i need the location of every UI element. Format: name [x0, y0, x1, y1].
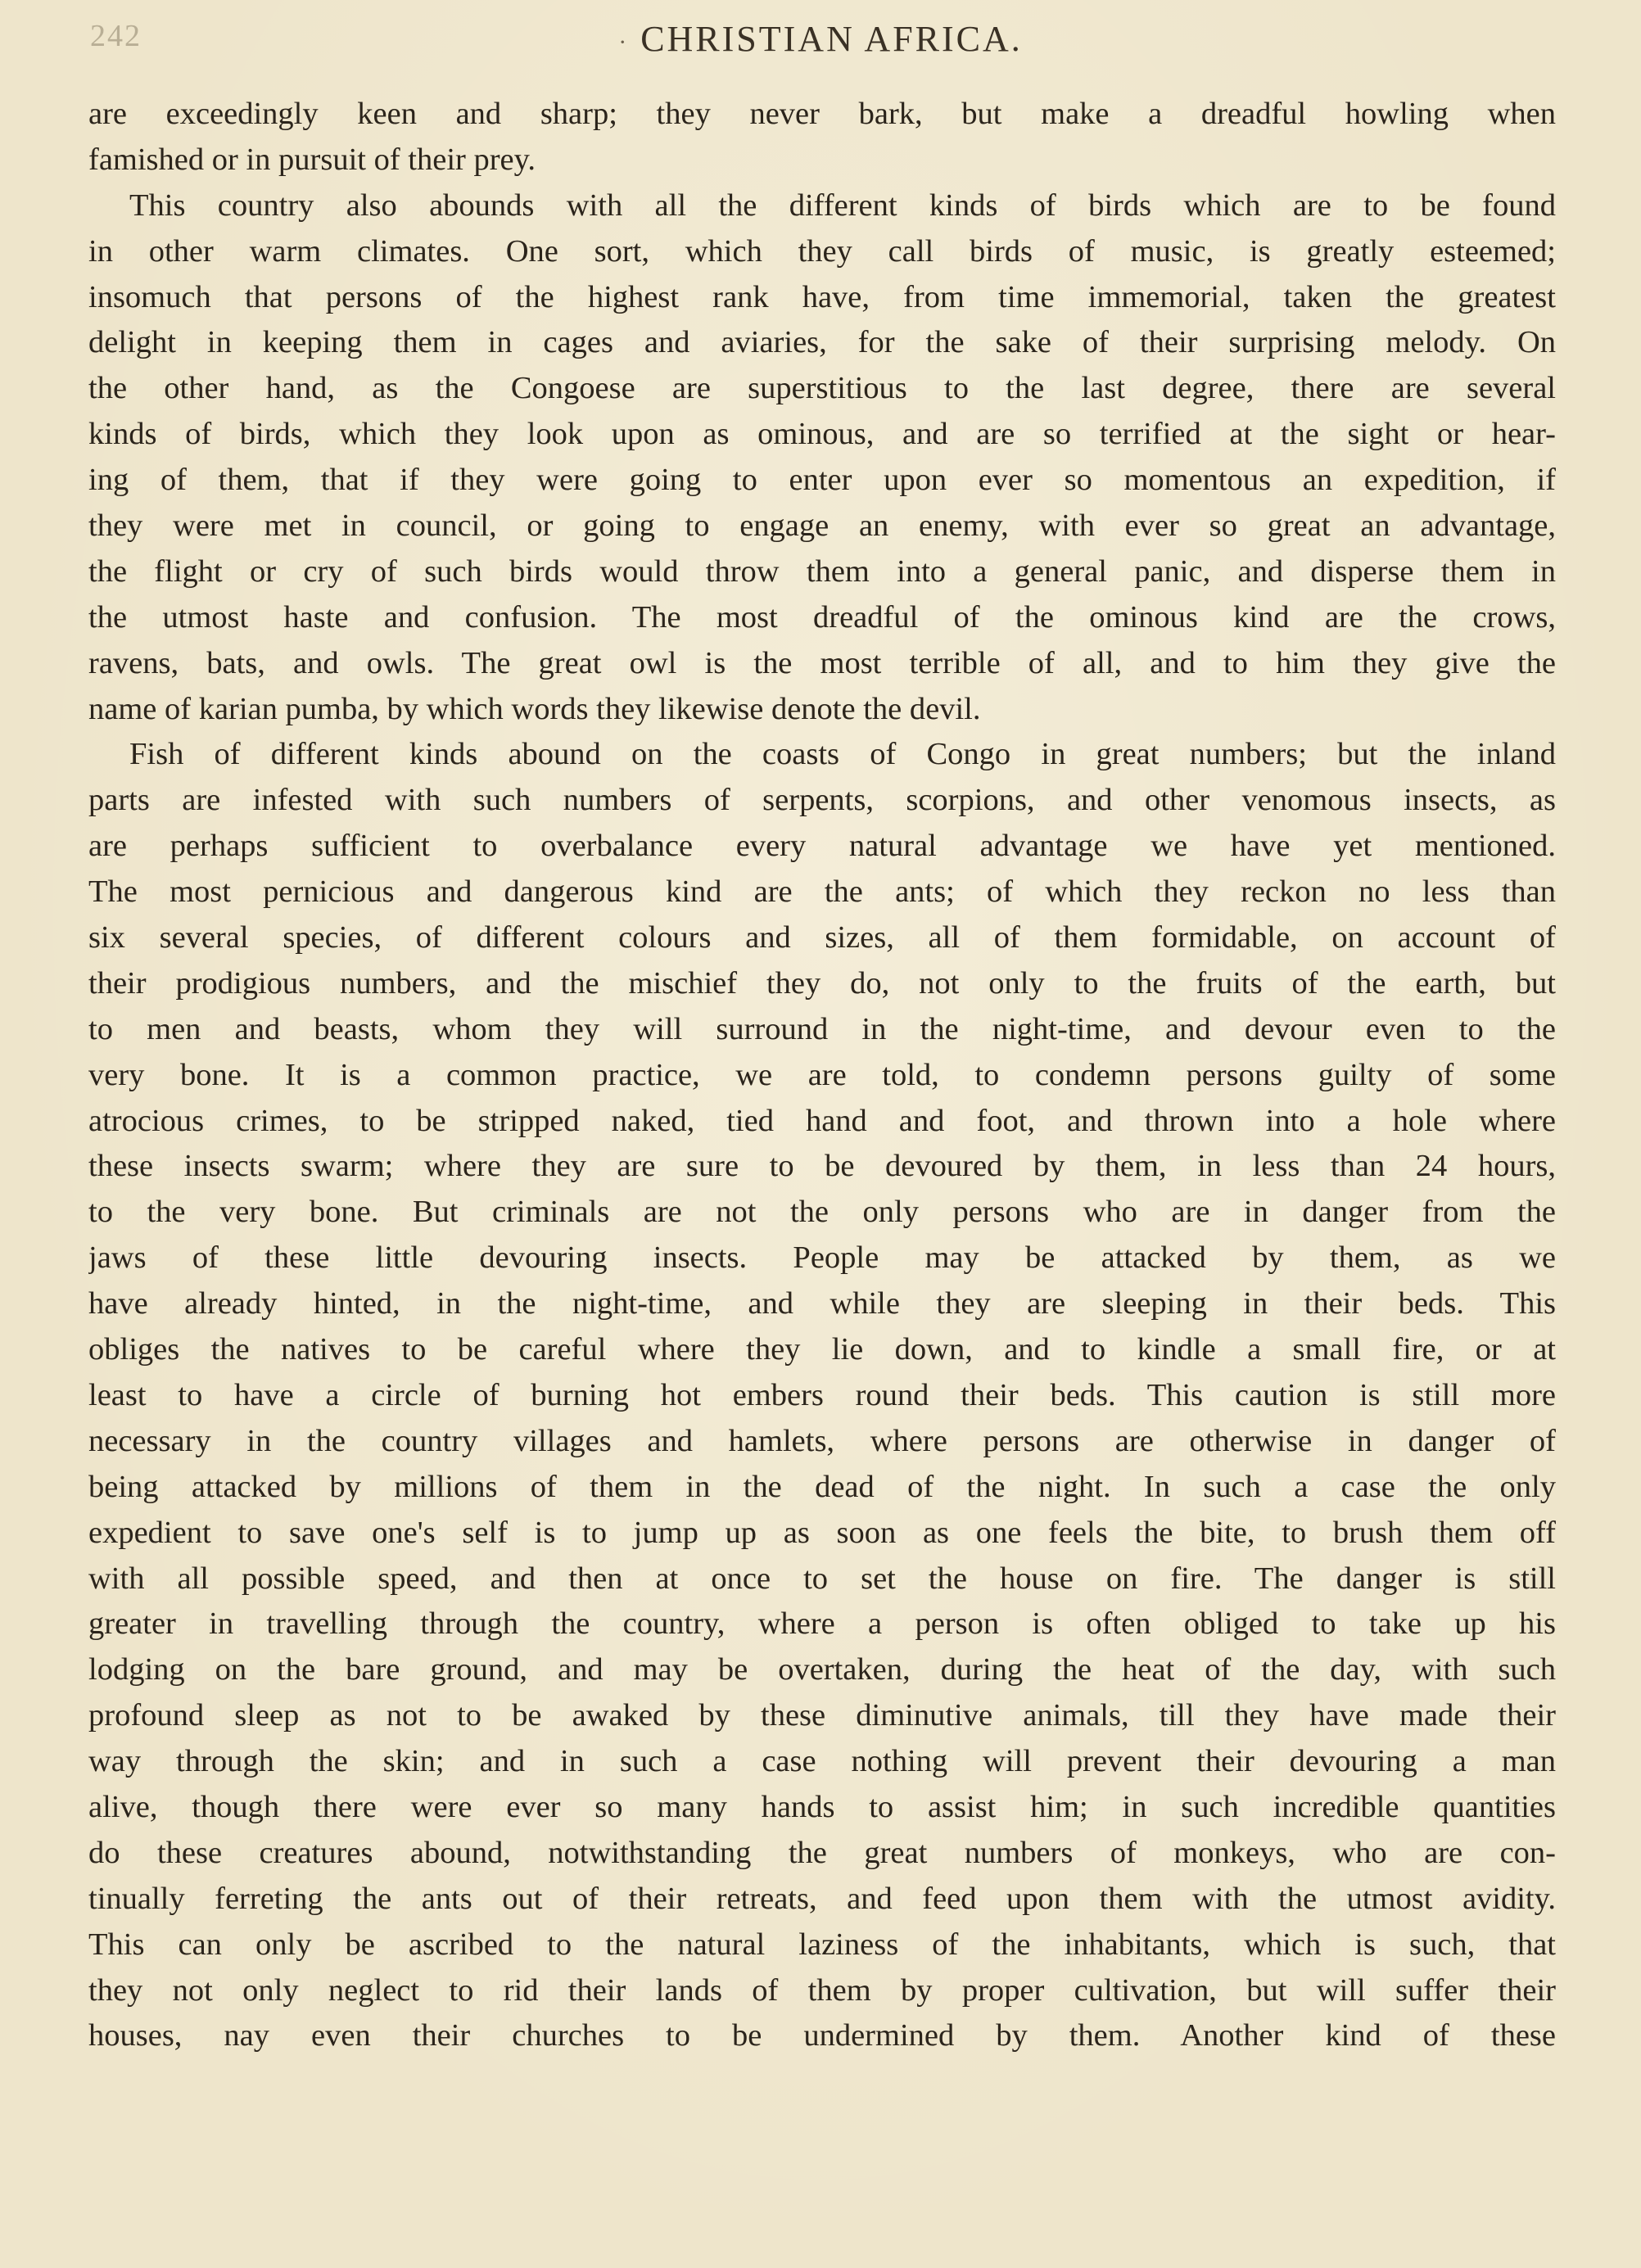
- text-line: the utmost haste and confusion. The most dreadful of the ominous kind are the crows,: [88, 599, 1556, 635]
- header-dot-ornament: ·: [618, 28, 630, 56]
- text-line: the other hand, as the Congoese are superstitious to the last degree, there are several: [88, 371, 1556, 406]
- text-line: ing of them, that if they were going to enter upon ever so momentous an expedition, if: [88, 463, 1556, 498]
- text-line: parts are infested with such numbers of serpents, scorpions, and other venomous insects, as: [88, 783, 1556, 818]
- text-line: the flight or cry of such birds would throw them into a general panic, and disperse them in: [88, 553, 1556, 589]
- text-line: delight in keeping them in cages and aviaries, for the sake of their surprising melody. On: [88, 325, 1556, 360]
- text-line: obliges the natives to be careful where they lie down, and to kindle a small fire, or at: [88, 1332, 1556, 1367]
- text-line: they were met in council, or going to engage an enemy, with ever so great an advantage,: [88, 508, 1556, 544]
- text-line: have already hinted, in the night-time, and while they are sleeping in their beds. This: [88, 1286, 1556, 1321]
- text-line: jaws of these little devouring insects. People may be attacked by them, as we: [88, 1240, 1556, 1276]
- text-line: least to have a circle of burning hot embers round their beds. This caution is still more: [88, 1377, 1556, 1412]
- page-number: 242: [90, 19, 142, 53]
- text-line: in other warm climates. One sort, which they call birds of music, is greatly esteemed;: [88, 233, 1556, 269]
- text-line: their prodigious numbers, and the mischief they do, not only to the fruits of the earth, but: [88, 965, 1556, 1001]
- text-line: six several species, of different colours and sizes, all of them formidable, on account of: [88, 920, 1556, 956]
- text-line: ravens, bats, and owls. The great owl is the most terrible of all, and to him they give the: [88, 645, 1556, 680]
- text-line: name of karian pumba, by which words they likewise denote the devil.: [88, 691, 981, 726]
- text-line: way through the skin; and in such a case nothing will prevent their devouring a man: [88, 1744, 1556, 1779]
- running-title: CHRISTIAN AFRICA.: [640, 19, 1023, 59]
- text-line: kinds of birds, which they look upon as ominous, and are so terrified at the sight or hear-: [88, 417, 1556, 452]
- text-line: to men and beasts, whom they will surround in the night-time, and devour even to the: [88, 1011, 1556, 1046]
- running-head: [0, 18, 1641, 60]
- text-line: these insects swarm; where they are sure to be devoured by them, in less than 24 hours,: [88, 1149, 1556, 1184]
- text-line: The most pernicious and dangerous kind are the ants; of which they reckon no less than: [88, 874, 1556, 910]
- text-line: with all possible speed, and then at once to set the house on fire. The danger is still: [88, 1561, 1556, 1596]
- text-line: atrocious crimes, to be stripped naked, tied hand and foot, and thrown into a hole where: [88, 1103, 1556, 1138]
- paragraph-first-line: This country also abounds with all the different kinds of birds which are to be found: [129, 187, 1556, 223]
- text-line: being attacked by millions of them in the dead of the night. In such a case the only: [88, 1469, 1556, 1504]
- text-line: lodging on the bare ground, and may be overtaken, during the heat of the day, with such: [88, 1652, 1556, 1687]
- text-line: tinually ferreting the ants out of their retreats, and feed upon them with the utmost avidity.: [88, 1881, 1556, 1916]
- text-line: they not only neglect to rid their lands of them by proper cultivation, but will suffer their: [88, 1972, 1556, 2008]
- text-line: greater in travelling through the country, where a person is often obliged to take up his: [88, 1606, 1556, 1642]
- text-line: are perhaps sufficient to overbalance every natural advantage we have yet mentioned.: [88, 829, 1556, 864]
- text-line: very bone. It is a common practice, we are told, to condemn persons guilty of some: [88, 1057, 1556, 1092]
- text-line: alive, though there were ever so many hands to assist him; in such incredible quantities: [88, 1789, 1556, 1824]
- text-line: to the very bone. But criminals are not the only persons who are in danger from the: [88, 1195, 1556, 1230]
- text-line: This can only be ascribed to the natural laziness of the inhabitants, which is such, that: [88, 1927, 1556, 1962]
- text-line: necessary in the country villages and hamlets, where persons are otherwise in danger of: [88, 1423, 1556, 1458]
- text-line: insomuch that persons of the highest rank have, from time immemorial, taken the greatest: [88, 279, 1556, 314]
- text-line: famished or in pursuit of their prey.: [88, 142, 536, 177]
- text-line: do these creatures abound, notwithstanding the great numbers of monkeys, who are con-: [88, 1835, 1556, 1870]
- text-line: profound sleep as not to be awaked by these diminutive animals, till they have made their: [88, 1698, 1556, 1733]
- text-line: expedient to save one's self is to jump up as soon as one feels the bite, to brush them off: [88, 1515, 1556, 1550]
- text-line: are exceedingly keen and sharp; they never bark, but make a dreadful howling when: [88, 97, 1556, 131]
- body-text: [88, 92, 1556, 2059]
- paragraph-first-line: Fish of different kinds abound on the coasts of Congo in great numbers; but the inland: [129, 737, 1556, 772]
- text-line: houses, nay even their churches to be undermined by them. Another kind of these: [88, 2018, 1556, 2053]
